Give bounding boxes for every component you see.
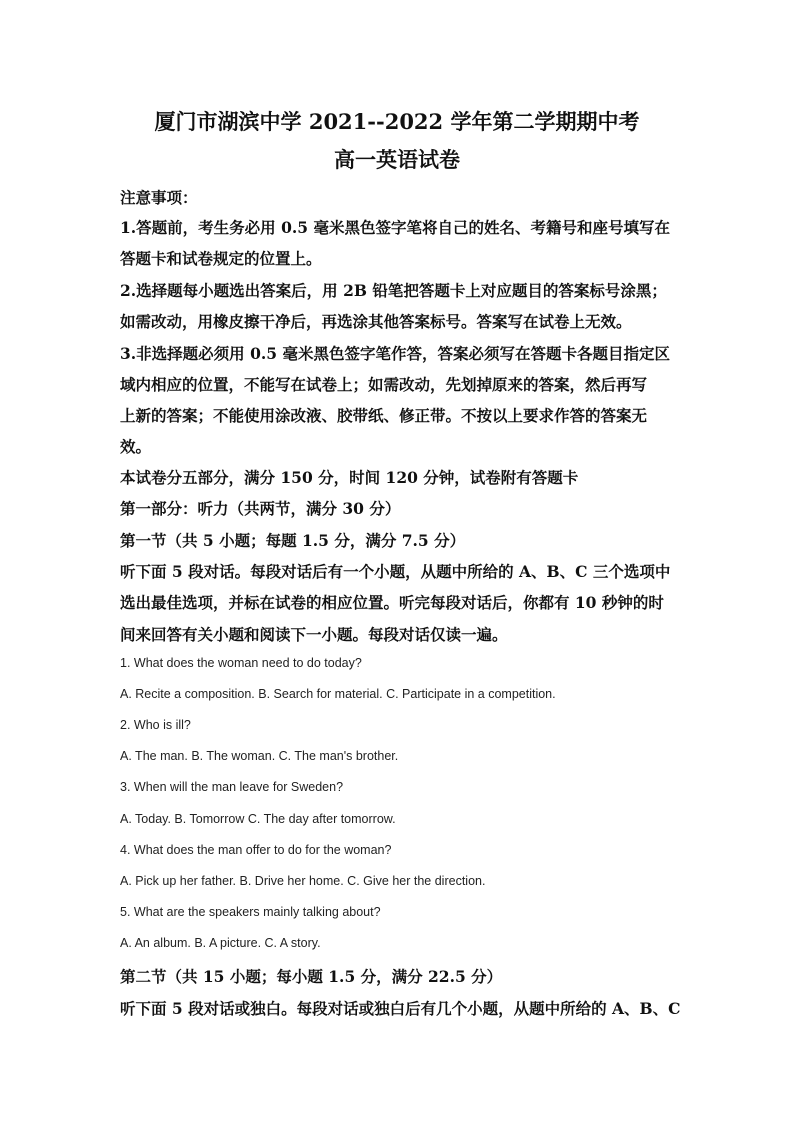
section1-instructions: 选出最佳选项，并标在试卷的相应位置。听完每段对话后，你都有 10 秒钟的时 xyxy=(120,593,664,612)
question-text: 2. Who is ill? xyxy=(120,718,191,732)
notes-line: 1.答题前，考生务必用 0.5 毫米黑色签字笔将自己的姓名、考籍号和座号填写在 xyxy=(120,218,670,237)
section2-heading: 第二节（共 15 小题；每小题 1.5 分，满分 22.5 分） xyxy=(120,967,503,986)
question-text: 3. When will the man leave for Sweden? xyxy=(120,780,344,794)
section1-heading: 第一节（共 5 小题；每题 1.5 分，满分 7.5 分） xyxy=(120,531,466,550)
notes-line: 2.选择题每小题选出答案后，用 2B 铅笔把答题卡上对应题目的答案标号涂黑； xyxy=(120,281,667,300)
exam-info: 本试卷分五部分，满分 150 分，时间 120 分钟，试卷附有答题卡 xyxy=(120,468,579,487)
notes-line: 如需改动，用橡皮擦干净后，再选涂其他答案标号。答案写在试卷上无效。 xyxy=(120,312,632,331)
question-options: A. Today. B. Tomorrow C. The day after tomorrow. xyxy=(120,812,396,826)
question-text: 5. What are the speakers mainly talking about? xyxy=(120,905,381,919)
question-options: A. An album. B. A picture. C. A story. xyxy=(120,936,321,950)
question-text: 4. What does the man offer to do for the woman? xyxy=(120,843,392,857)
notes-line: 效。 xyxy=(120,437,152,456)
question-options: A. Pick up her father. B. Drive her home. C. Give her the direction. xyxy=(120,874,486,888)
notes-line: 上新的答案；不能使用涂改液、胶带纸、修正带。不按以上要求作答的答案无 xyxy=(120,406,648,425)
exam-title: 厦门市湖滨中学 2021--2022 学年第二学期期中考 xyxy=(154,109,640,134)
question-options: A. The man. B. The woman. C. The man's brother. xyxy=(120,749,399,763)
notes-line: 3.非选择题必须用 0.5 毫米黑色签字笔作答，答案必须写在答题卡各题目指定区 xyxy=(120,344,670,363)
section1-instructions: 听下面 5 段对话。每段对话后有一个小题，从题中所给的 A、B、C 三个选项中 xyxy=(120,562,671,581)
notes-line: 答题卡和试卷规定的位置上。 xyxy=(120,249,322,268)
section1-instructions: 间来回答有关小题和阅读下一小题。每段对话仅读一遍。 xyxy=(120,625,508,644)
notes-heading: 注意事项： xyxy=(120,188,198,207)
exam-subtitle: 高一英语试卷 xyxy=(334,147,460,172)
part1-heading: 第一部分：听力（共两节，满分 30 分） xyxy=(120,499,401,518)
question-text: 1. What does the woman need to do today? xyxy=(120,656,362,670)
notes-line: 域内相应的位置，不能写在试卷上；如需改动，先划掉原来的答案，然后再写 xyxy=(120,375,648,394)
question-options: A. Recite a composition. B. Search for material. C. Participate in a competition. xyxy=(120,687,556,701)
section2-instructions: 听下面 5 段对话或独白。每段对话或独白后有几个小题，从题中所给的 A、B、C xyxy=(120,999,681,1018)
